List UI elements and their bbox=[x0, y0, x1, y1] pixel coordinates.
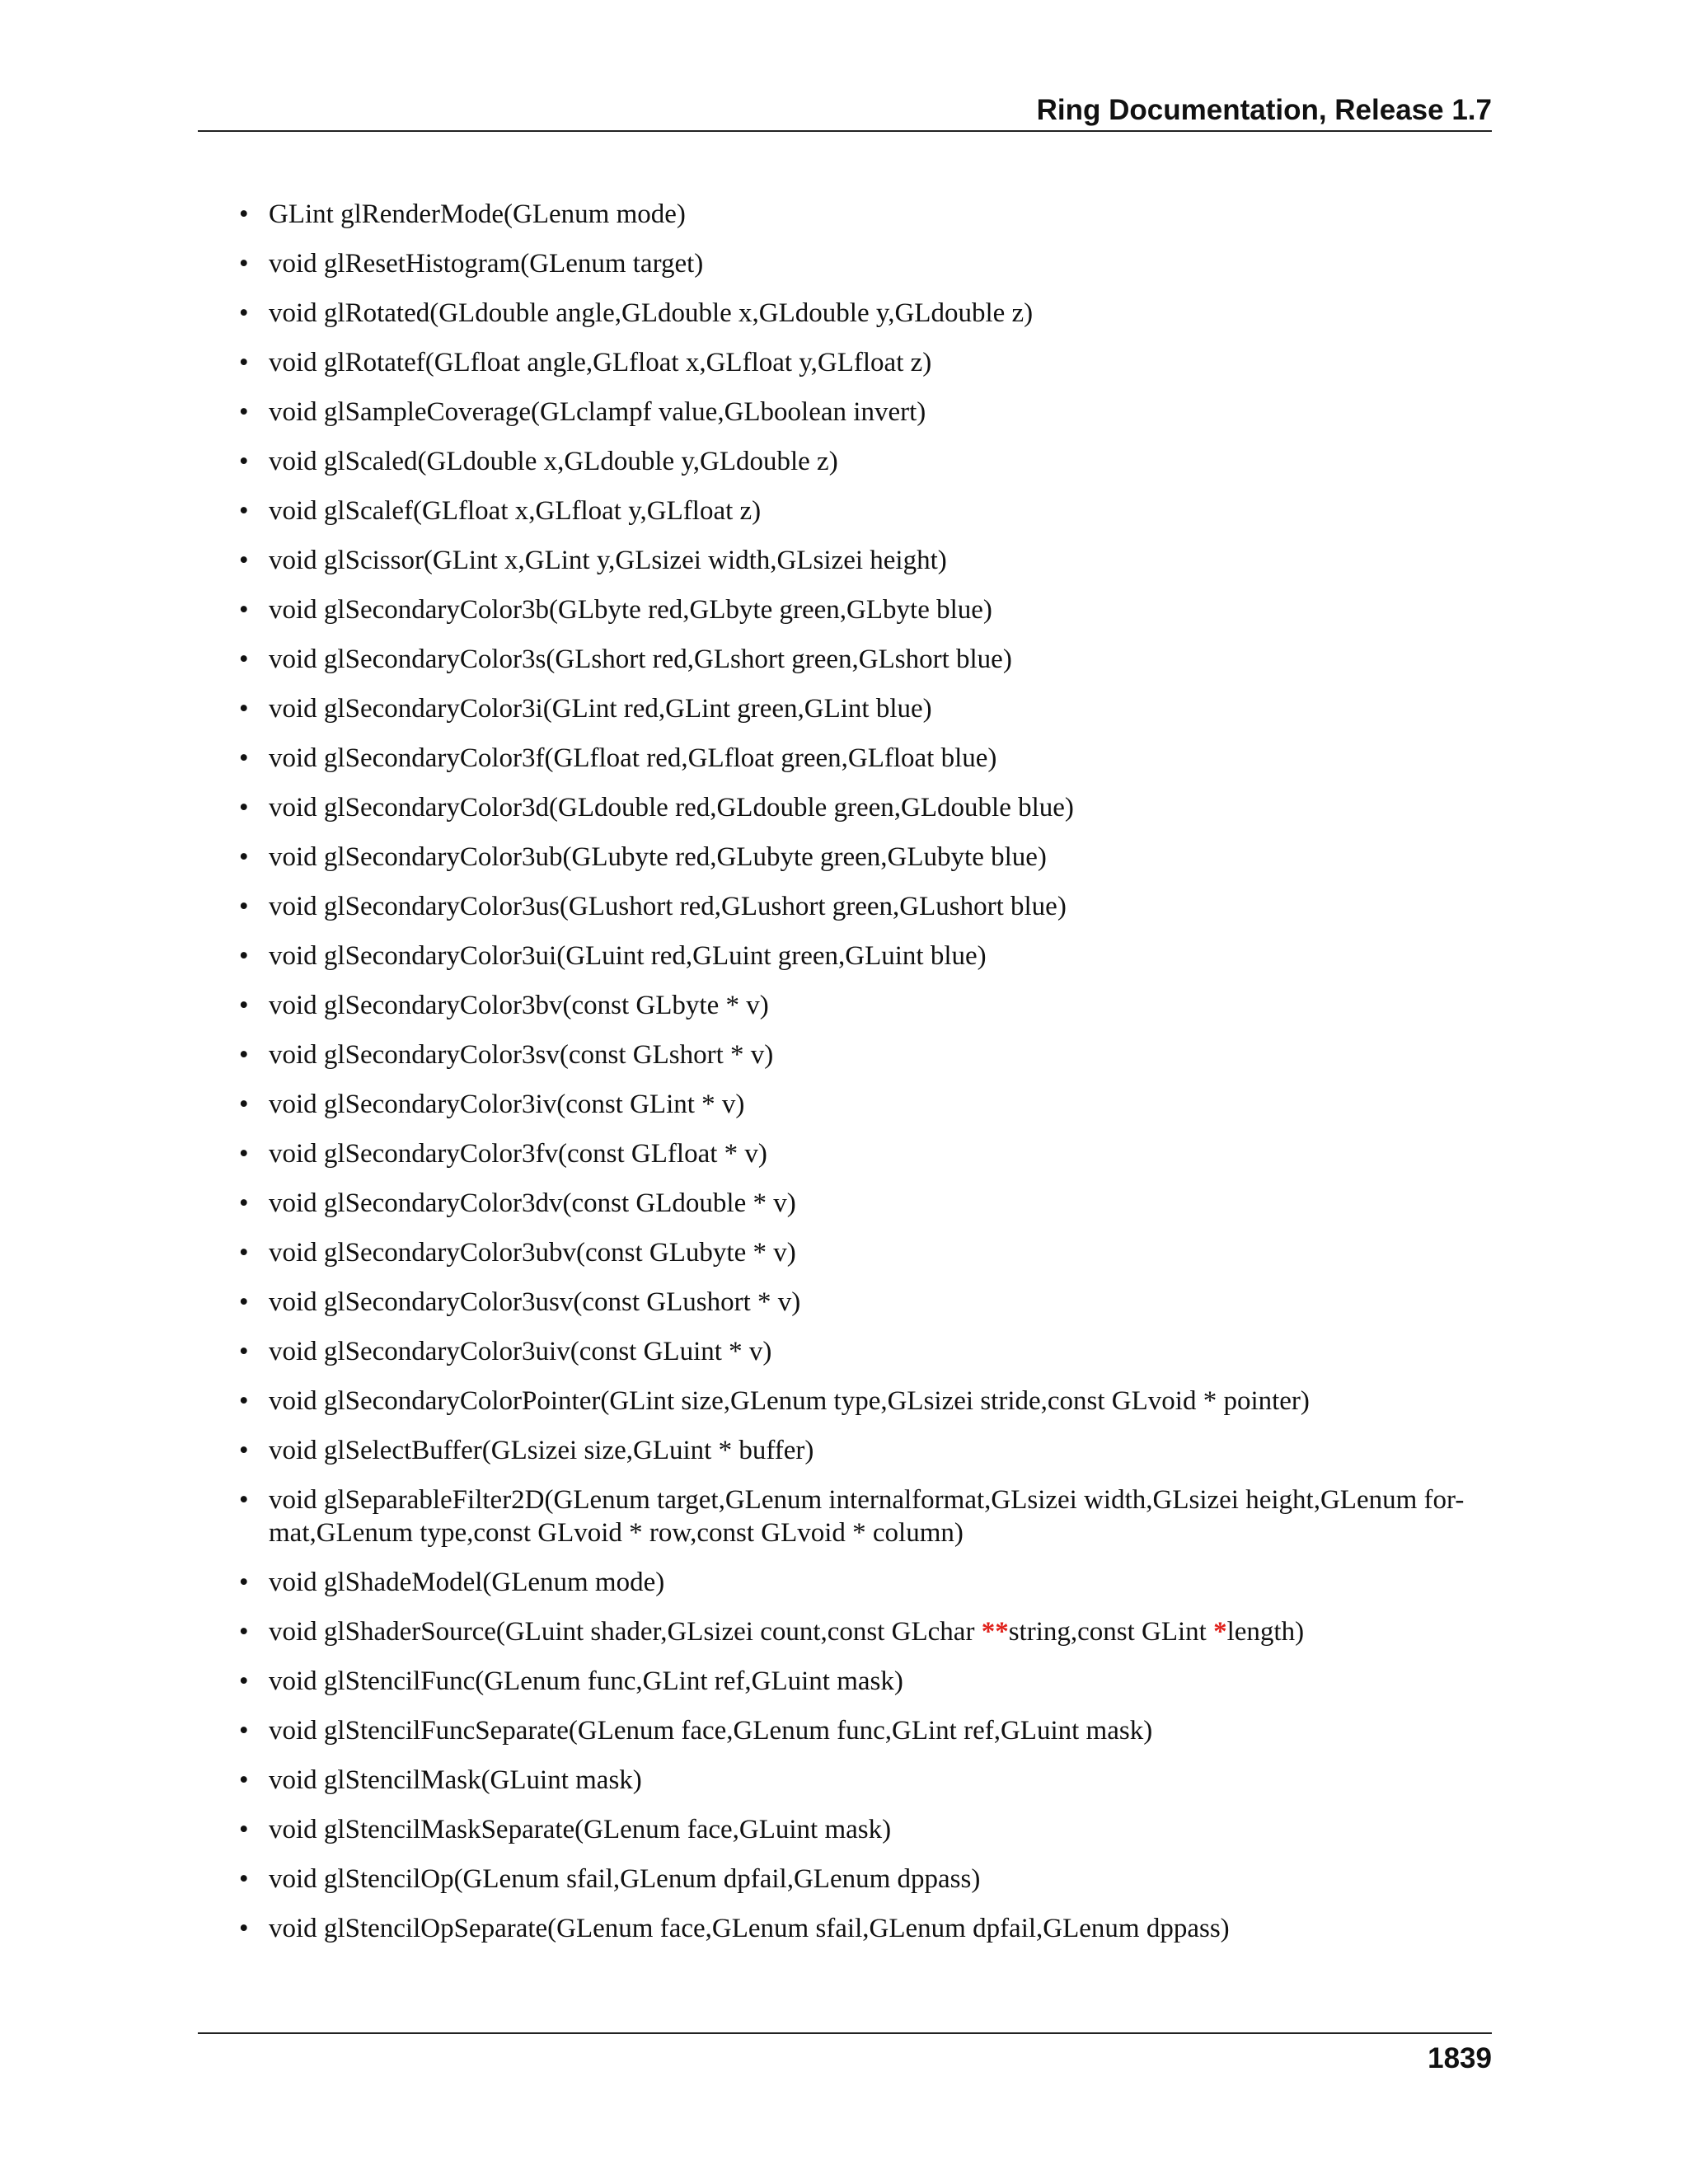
bullet-icon: • bbox=[239, 743, 249, 773]
list-item bbox=[239, 247, 1492, 280]
function-signature: void glSecondaryColor3dv(const GLdouble * v) bbox=[269, 1188, 796, 1218]
bullet-icon: • bbox=[239, 1238, 249, 1268]
bullet-icon: • bbox=[239, 546, 249, 575]
bullet-icon: • bbox=[239, 1568, 249, 1597]
function-signature: void glSecondaryColor3b(GLbyte red,GLbyte green,GLbyte blue) bbox=[269, 595, 992, 625]
list-item bbox=[239, 1236, 1492, 1269]
bullet-icon: • bbox=[239, 348, 249, 377]
list-item bbox=[239, 1714, 1492, 1747]
function-signature: void glSecondaryColor3d(GLdouble red,GLdouble green,GLdouble blue) bbox=[269, 793, 1074, 823]
list-item bbox=[239, 1434, 1492, 1467]
bullet-icon: • bbox=[239, 1485, 249, 1515]
function-signature: GLint glRenderMode(GLenum mode) bbox=[269, 199, 686, 229]
list-item bbox=[239, 396, 1492, 429]
list-item bbox=[239, 643, 1492, 676]
function-signature-line-2: mat,GLenum type,const GLvoid * row,const GLvoid * column) bbox=[269, 1518, 964, 1548]
bullet-icon: • bbox=[239, 1040, 249, 1070]
bullet-icon: • bbox=[239, 1386, 249, 1416]
list-item bbox=[239, 1038, 1492, 1071]
function-signature: void glStencilMaskSeparate(GLenum face,GLuint mask) bbox=[269, 1815, 892, 1844]
running-header: Ring Documentation, Release 1.7 bbox=[1036, 94, 1492, 126]
function-signature: void glStencilMask(GLuint mask) bbox=[269, 1765, 642, 1795]
list-item bbox=[239, 1764, 1492, 1797]
function-signature: void glSecondaryColor3us(GLushort red,GLushort green,GLushort blue) bbox=[269, 892, 1067, 921]
list-item bbox=[239, 198, 1492, 231]
function-signature: void glSelectBuffer(GLsizei size,GLuint * buffer) bbox=[269, 1436, 814, 1465]
list-item bbox=[239, 1286, 1492, 1319]
list-item bbox=[239, 1665, 1492, 1698]
function-signature: void glSecondaryColor3bv(const GLbyte * v) bbox=[269, 991, 769, 1020]
bullet-icon: • bbox=[239, 1436, 249, 1465]
footer-divider bbox=[198, 2032, 1492, 2034]
function-signature: void glScalef(GLfloat x,GLfloat y,GLfloat z) bbox=[269, 496, 762, 526]
bullet-icon: • bbox=[239, 496, 249, 526]
list-item bbox=[239, 989, 1492, 1022]
bullet-icon: • bbox=[239, 1914, 249, 1943]
function-signature: void glSecondaryColor3f(GLfloat red,GLfloat green,GLfloat blue) bbox=[269, 743, 997, 773]
function-signature: void glStencilFunc(GLenum func,GLint ref,GLuint mask) bbox=[269, 1666, 903, 1696]
list-item bbox=[239, 890, 1492, 923]
bullet-icon: • bbox=[239, 842, 249, 872]
highlighted-pointer-mark: ** bbox=[981, 1617, 1009, 1647]
bullet-icon: • bbox=[239, 595, 249, 625]
header-divider bbox=[198, 130, 1492, 132]
function-signature: void glStencilOpSeparate(GLenum face,GLenum sfail,GLenum dpfail,GLenum dppass) bbox=[269, 1914, 1230, 1943]
function-signature: void glStencilOp(GLenum sfail,GLenum dpfail,GLenum dppass) bbox=[269, 1864, 981, 1894]
bullet-icon: • bbox=[239, 249, 249, 279]
function-signature-part: void glShaderSource(GLuint shader,GLsizei count,const GLchar bbox=[269, 1617, 982, 1647]
list-item bbox=[239, 544, 1492, 577]
function-signature: void glRotated(GLdouble angle,GLdouble x,GLdouble y,GLdouble z) bbox=[269, 298, 1034, 328]
function-signature: void glRotatef(GLfloat angle,GLfloat x,GLfloat y,GLfloat z) bbox=[269, 348, 932, 377]
list-item bbox=[239, 1187, 1492, 1220]
bullet-icon: • bbox=[239, 1139, 249, 1169]
list-item bbox=[239, 1137, 1492, 1170]
list-item bbox=[239, 692, 1492, 725]
list-item bbox=[239, 1385, 1492, 1418]
function-signature: void glSecondaryColor3iv(const GLint * v) bbox=[269, 1090, 745, 1119]
list-item bbox=[239, 346, 1492, 379]
bullet-icon: • bbox=[239, 1090, 249, 1119]
list-item bbox=[239, 1863, 1492, 1896]
function-signature: void glSecondaryColor3sv(const GLshort * v) bbox=[269, 1040, 774, 1070]
bullet-icon: • bbox=[239, 941, 249, 971]
highlighted-pointer-mark: * bbox=[1213, 1617, 1227, 1647]
function-signature: void glResetHistogram(GLenum target) bbox=[269, 249, 704, 279]
function-signature: void glScaled(GLdouble x,GLdouble y,GLdouble z) bbox=[269, 447, 838, 476]
function-signature: void glStencilFuncSeparate(GLenum face,GLenum func,GLint ref,GLuint mask) bbox=[269, 1716, 1153, 1746]
function-signature: void glSecondaryColor3ub(GLubyte red,GLubyte green,GLubyte blue) bbox=[269, 842, 1047, 872]
list-item bbox=[239, 1566, 1492, 1599]
function-signature-line-1: void glSeparableFilter2D(GLenum target,GLenum internalformat,GLsizei width,GLsizei height,GLenum for- bbox=[269, 1485, 1465, 1515]
bullet-icon: • bbox=[239, 397, 249, 427]
bullet-icon: • bbox=[239, 447, 249, 476]
bullet-icon: • bbox=[239, 1765, 249, 1795]
list-item bbox=[239, 297, 1492, 330]
list-item bbox=[239, 940, 1492, 972]
list-item bbox=[239, 445, 1492, 478]
bullet-icon: • bbox=[239, 1716, 249, 1746]
list-item bbox=[239, 1088, 1492, 1121]
list-item bbox=[239, 1335, 1492, 1368]
bullet-icon: • bbox=[239, 1815, 249, 1844]
list-item bbox=[239, 1615, 1492, 1648]
bullet-icon: • bbox=[239, 199, 249, 229]
list-item bbox=[239, 791, 1492, 824]
function-signature: void glShadeModel(GLenum mode) bbox=[269, 1568, 665, 1597]
list-item bbox=[239, 494, 1492, 527]
bullet-icon: • bbox=[239, 1337, 249, 1366]
bullet-icon: • bbox=[239, 644, 249, 674]
function-signature: void glSecondaryColor3s(GLshort red,GLshort green,GLshort blue) bbox=[269, 644, 1012, 674]
function-signature: void glScissor(GLint x,GLint y,GLsizei width,GLsizei height) bbox=[269, 546, 947, 575]
function-signature: void glSampleCoverage(GLclampf value,GLboolean invert) bbox=[269, 397, 926, 427]
function-signature: void glSecondaryColor3usv(const GLushort * v) bbox=[269, 1287, 801, 1317]
bullet-icon: • bbox=[239, 1188, 249, 1218]
function-signature: void glSecondaryColor3ubv(const GLubyte * v) bbox=[269, 1238, 796, 1268]
function-signature-part: length) bbox=[1226, 1617, 1305, 1647]
bullet-icon: • bbox=[239, 1864, 249, 1894]
bullet-icon: • bbox=[239, 1287, 249, 1317]
page-number: 1839 bbox=[1428, 2042, 1492, 2074]
function-list bbox=[239, 198, 1492, 1961]
list-item bbox=[239, 1912, 1492, 1945]
list-item bbox=[239, 841, 1492, 874]
bullet-icon: • bbox=[239, 1666, 249, 1696]
bullet-icon: • bbox=[239, 892, 249, 921]
bullet-icon: • bbox=[239, 793, 249, 823]
function-signature: void glSecondaryColorPointer(GLint size,GLenum type,GLsizei stride,const GLvoid * pointer) bbox=[269, 1386, 1310, 1416]
function-signature: void glSecondaryColor3uiv(const GLuint * v) bbox=[269, 1337, 772, 1366]
function-signature: void glSecondaryColor3ui(GLuint red,GLuint green,GLuint blue) bbox=[269, 941, 987, 971]
list-item bbox=[239, 1483, 1492, 1549]
function-signature-part: string,const GLint bbox=[1008, 1617, 1214, 1647]
list-item bbox=[239, 1813, 1492, 1846]
function-signature: void glSecondaryColor3i(GLint red,GLint green,GLint blue) bbox=[269, 694, 932, 724]
bullet-icon: • bbox=[239, 1617, 249, 1647]
list-item bbox=[239, 593, 1492, 626]
list-item bbox=[239, 742, 1492, 775]
function-signature: void glSecondaryColor3fv(const GLfloat * v) bbox=[269, 1139, 767, 1169]
bullet-icon: • bbox=[239, 694, 249, 724]
bullet-icon: • bbox=[239, 991, 249, 1020]
bullet-icon: • bbox=[239, 298, 249, 328]
